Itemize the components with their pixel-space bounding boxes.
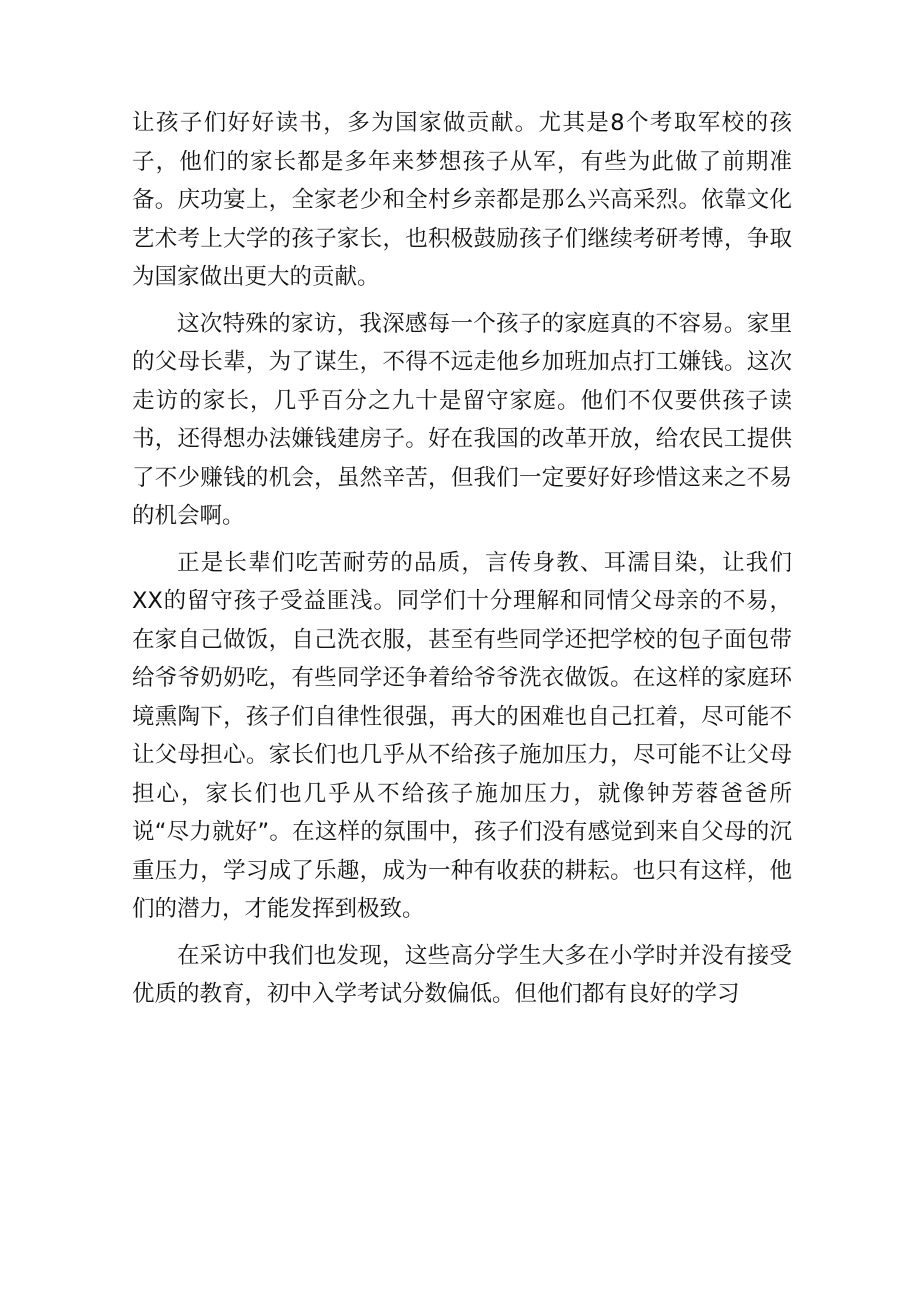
paragraph-4: 在采访中我们也发现，这些高分学生大多在小学时并没有接受优质的教育，初中入学考试分数偏低。但他们都有良好的学习: [132, 942, 792, 1007]
paragraph-1: 让孩子们好好读书，多为国家做贡献。尤其是8个考取军校的孩子，他们的家长都是多年来梦想孩子从军，有些为此做了前期准备。庆功宴上，全家老少和全村乡亲都是那么兴高采烈。依靠文化艺术考上大学的孩子家长，也积极鼓励孩子们继续考研考博，争取为国家做出更大的贡献。: [132, 110, 792, 290]
paragraph-2: 这次特殊的家访，我深感每一个孩子的家庭真的不容易。家里的父母长辈，为了谋生，不得不远走他乡加班加点打工嫌钱。这次走访的家长，几乎百分之九十是留守家庭。他们不仅要供孩子读书，还得想办法嫌钱建房子。好在我国的改革开放，给农民工提供了不少赚钱的机会，虽然辛苦，但我们一定要好好珍惜这来之不易的机会啊。: [132, 310, 792, 529]
document-body: [132, 104, 792, 1022]
paragraph-3: 正是长辈们吃苦耐劳的品质，言传身教、耳濡目染，让我们XX的留守孩子受益匪浅。同学们十分理解和同情父母亲的不易，在家自己做饭，自己洗衣服，甚至有些同学还把学校的包子面包带给爷爷奶奶吃，有些同学还争着给爷爷洗衣做饭。在这样的家庭环境熏陶下，孩子们自律性很强，再大的困难也自己扛着，尽可能不让父母担心。家长们也几乎从不给孩子施加压力，尽可能不让父母担心，家长们也几乎从不给孩子施加压力，就像钟芳蓉爸爸所说“尽力就好”。在这样的氛围中，孩子们没有感觉到来自父母的沉重压力，学习成了乐趣，成为一种有收获的耕耘。也只有这样，他们的潜力，才能发挥到极致。: [132, 549, 792, 922]
